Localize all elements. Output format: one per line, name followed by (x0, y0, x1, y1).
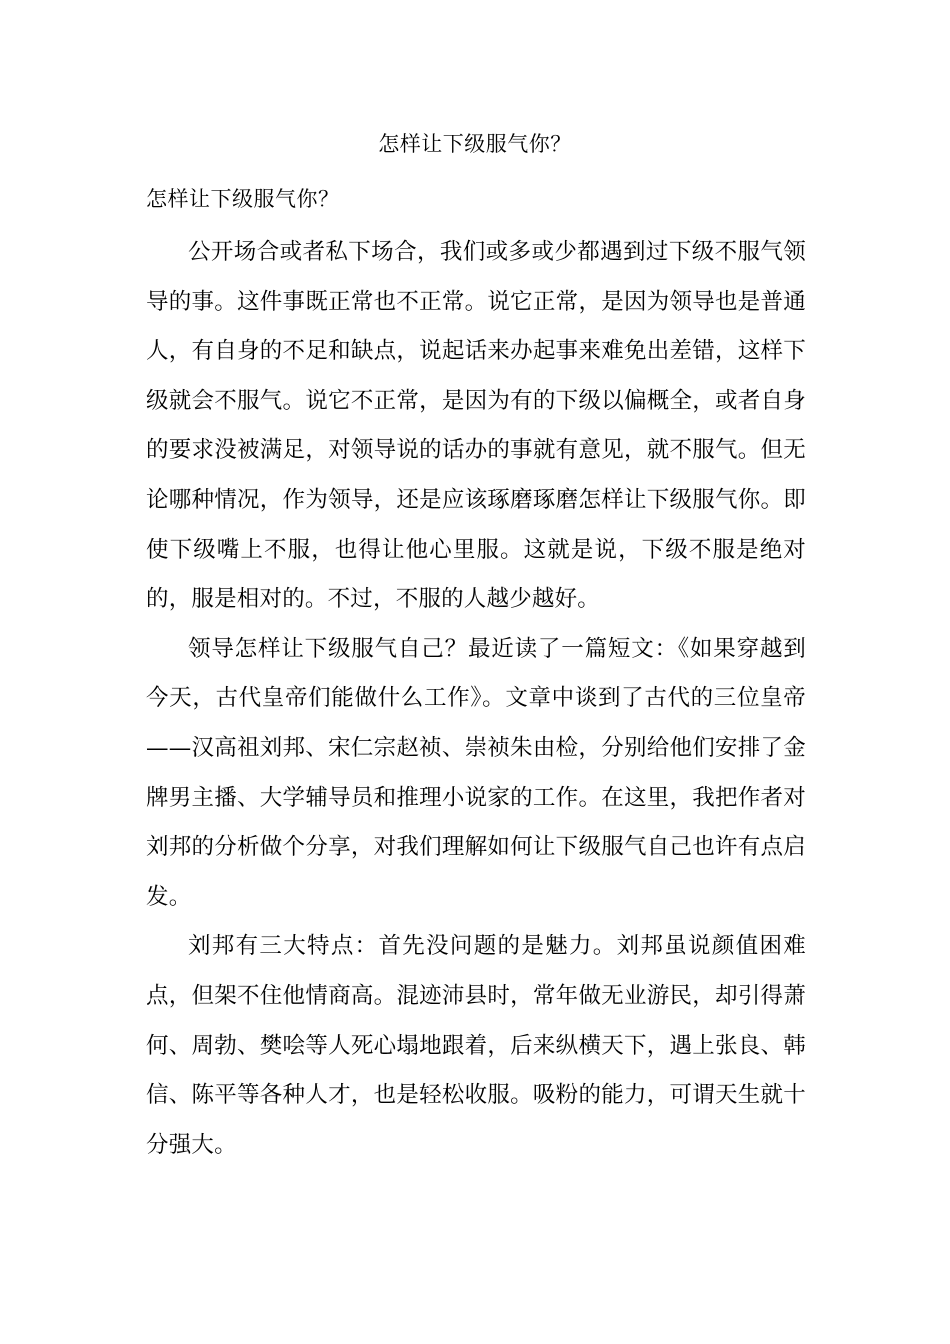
paragraph-intro: 公开场合或者私下场合，我们或多或少都遇到过下级不服气领导的事。这件事既正常也不正常。说它正常，是因为领导也是普通人，有自身的不足和缺点，说起话来办起事来难免出差错，这样下级就会不服气。说它不正常，是因为有的下级以偏概全，或者自身的要求没被满足，对领导说的话办的事就有意见，就不服气。但无论哪种情况，作为领导，还是应该琢磨琢磨怎样让下级服气你。即使下级嘴上不服，也得让他心里服。这就是说，下级不服是绝对的，服是相对的。不过，不服的人越少越好。 (146, 239, 806, 613)
document-title: 怎样让下级服气你？ (378, 132, 572, 156)
document-body (146, 228, 806, 1170)
paragraph-liubang-traits: 刘邦有三大特点：首先没问题的是魅力。刘邦虽说颜值困难点，但架不住他情商高。混迹沛县时，常年做无业游民，却引得萧何、周勃、樊哙等人死心塌地跟着，后来纵横天下，遇上张良、韩信、陈平等各种人才，也是轻松收服。吸粉的能力，可谓天生就十分强大。 (146, 933, 806, 1158)
document-subtitle: 怎样让下级服气你？ (146, 187, 340, 211)
paragraph-article-reference: 领导怎样让下级服气自己？最近读了一篇短文：《如果穿越到今天，古代皇帝们能做什么工作》。文章中谈到了古代的三位皇帝——汉高祖刘邦、宋仁宗赵祯、崇祯朱由检，分别给他们安排了金牌男主播、大学辅导员和推理小说家的工作。在这里，我把作者对刘邦的分析做个分享，对我们理解如何让下级服气自己也许有点启发。 (146, 635, 806, 910)
